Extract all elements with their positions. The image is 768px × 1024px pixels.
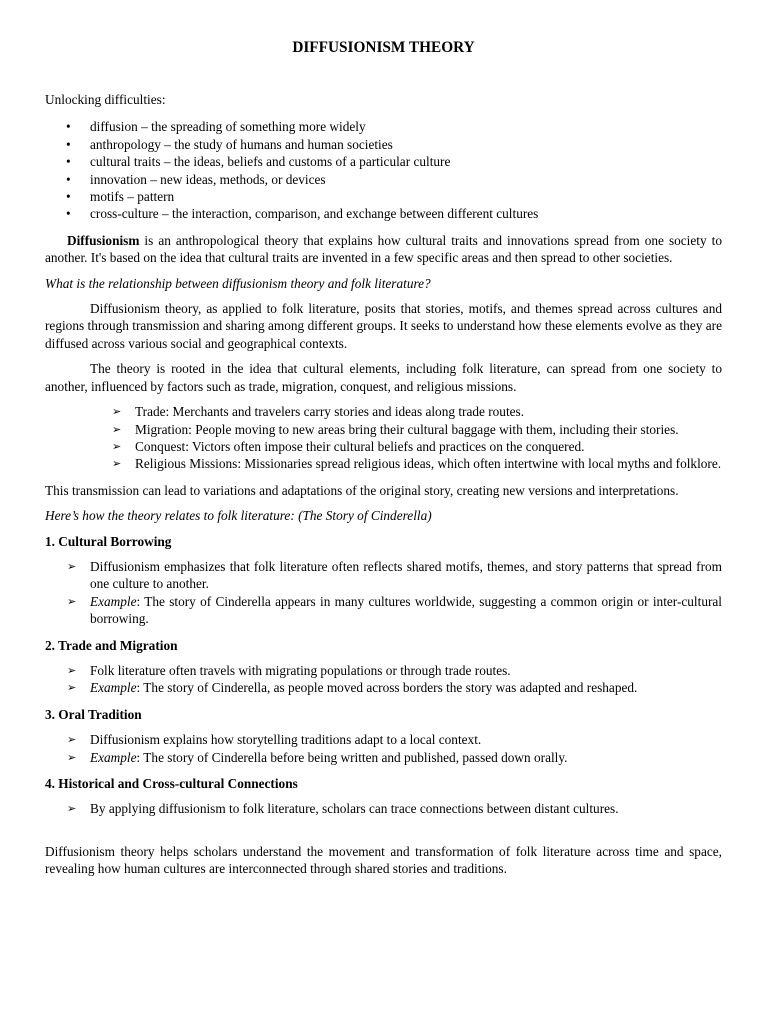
list-item-text: : The story of Cinderella, as people moved across borders the story was adapted and reshaped.: [136, 680, 638, 696]
paragraph-1: Diffusionism theory, as applied to folk literature, posits that stories, motifs, and themes spread across cultures and regions through transmission and sharing among different groups. It seeks to understand how these elements evolve as they are diffused across various social and geographical contexts.: [45, 301, 722, 351]
list-item-text: Conquest: Victors often impose their cultural beliefs and practices on the conquered.: [135, 438, 585, 454]
definition-paragraph: [45, 232, 722, 267]
transmission-paragraph: This transmission can lead to variations and adaptations of the original story, creating new versions and interpretations.: [45, 482, 679, 498]
list-item: [45, 662, 722, 679]
section-heading-text: 3. Oral Tradition: [45, 706, 142, 722]
list-item-text: Trade: Merchants and travelers carry stories and ideas along trade routes.: [135, 404, 525, 420]
section-heading: [45, 775, 722, 792]
definition-term: Diffusionism: [67, 232, 140, 248]
vocabulary-list: [45, 118, 722, 222]
paragraph-2: The theory is rooted in the idea that cultural elements, including folk literature, can spread from one society to another, influenced by factors such as trade, migration, conquest, and religious missions.: [45, 361, 722, 394]
page-title: DIFFUSIONISM THEORY: [292, 39, 475, 56]
example-label: Example: [90, 749, 137, 765]
section-list: [45, 662, 722, 697]
list-item-text: Diffusionism explains how storytelling traditions adapt to a local context.: [90, 732, 482, 748]
relates-line: [45, 507, 722, 524]
list-item: • cultural traits – the ideas, beliefs and customs of a particular culture: [45, 153, 722, 170]
section-heading: [45, 533, 722, 550]
definition-text: is an anthropological theory that explains how cultural traits and innovations spread from one society to another. It's based on the idea that cultural traits are invented in a few specific areas and then spread to other societies.: [45, 232, 722, 266]
list-item: [45, 455, 722, 472]
list-item-text: By applying diffusionism to folk literature, scholars can trace connections between distant cultures.: [90, 801, 619, 817]
arrow-bullet-icon: ➢: [67, 559, 77, 573]
arrow-bullet-icon: ➢: [67, 594, 77, 608]
list-item: • anthropology – the study of humans and human societies: [45, 136, 722, 153]
guiding-question: [45, 275, 722, 292]
list-item: [45, 558, 722, 593]
list-item: [45, 403, 722, 420]
list-item-text: Migration: People moving to new areas bring their cultural baggage with them, including their stories.: [135, 421, 679, 437]
list-item: [45, 800, 722, 817]
list-item-text: : The story of Cinderella appears in many cultures worldwide, suggesting a common origin or inter-cultural borrowing.: [90, 593, 722, 627]
list-item: [45, 749, 722, 766]
list-item: • motifs – pattern: [45, 188, 722, 205]
list-item-text: Diffusionism emphasizes that folk literature often reflects shared motifs, themes, and story patterns that spread from one culture to another.: [90, 558, 722, 592]
section-heading: [45, 637, 722, 654]
section-list: [45, 800, 722, 817]
list-item: • innovation – new ideas, methods, or devices: [45, 171, 722, 188]
section-heading: [45, 706, 722, 723]
section-heading-text: 1. Cultural Borrowing: [45, 533, 172, 549]
example-label: Example: [90, 680, 137, 696]
list-item: [45, 679, 722, 696]
arrow-bullet-icon: ➢: [67, 802, 77, 816]
question-text: What is the relationship between diffusionism theory and folk literature?: [45, 275, 431, 291]
arrow-bullet-icon: ➢: [67, 750, 77, 764]
list-item: • diffusion – the spreading of something more widely: [45, 118, 722, 135]
list-item: [45, 421, 722, 438]
conclusion-paragraph: Diffusionism theory helps scholars understand the movement and transformation of folk literature across time and space, revealing how human cultures are interconnected through shared stories and traditions.: [45, 843, 722, 877]
list-item-text: : The story of Cinderella before being written and published, passed down orally.: [136, 749, 568, 765]
arrow-bullet-icon: ➢: [112, 422, 122, 436]
example-label: Example: [90, 593, 137, 609]
list-item-text: Folk literature often travels with migrating populations or through trade routes.: [90, 662, 511, 678]
arrow-bullet-icon: ➢: [112, 439, 122, 453]
list-item: • cross-culture – the interaction, comparison, and exchange between different cultures: [45, 205, 722, 222]
arrow-bullet-icon: ➢: [112, 405, 122, 419]
arrow-bullet-icon: ➢: [67, 681, 77, 695]
section-list: [45, 731, 722, 766]
list-item: [45, 438, 722, 455]
relates-text: Here’s how the theory relates to folk literature: (The Story of Cinderella): [45, 508, 432, 524]
arrow-bullet-icon: ➢: [67, 733, 77, 747]
factors-list: [45, 403, 722, 473]
section-heading-text: 4. Historical and Cross-cultural Connections: [45, 776, 298, 791]
list-item-text: Religious Missions: Missionaries spread religious ideas, which often intertwine with local myths and folklore.: [135, 456, 722, 472]
unlocking-heading: Unlocking difficulties:: [45, 92, 166, 107]
section-list: [45, 558, 722, 628]
arrow-bullet-icon: ➢: [112, 457, 122, 471]
list-item: [45, 593, 722, 628]
section-heading-text: 2. Trade and Migration: [45, 637, 178, 653]
list-item: [45, 731, 722, 748]
arrow-bullet-icon: ➢: [67, 663, 77, 677]
